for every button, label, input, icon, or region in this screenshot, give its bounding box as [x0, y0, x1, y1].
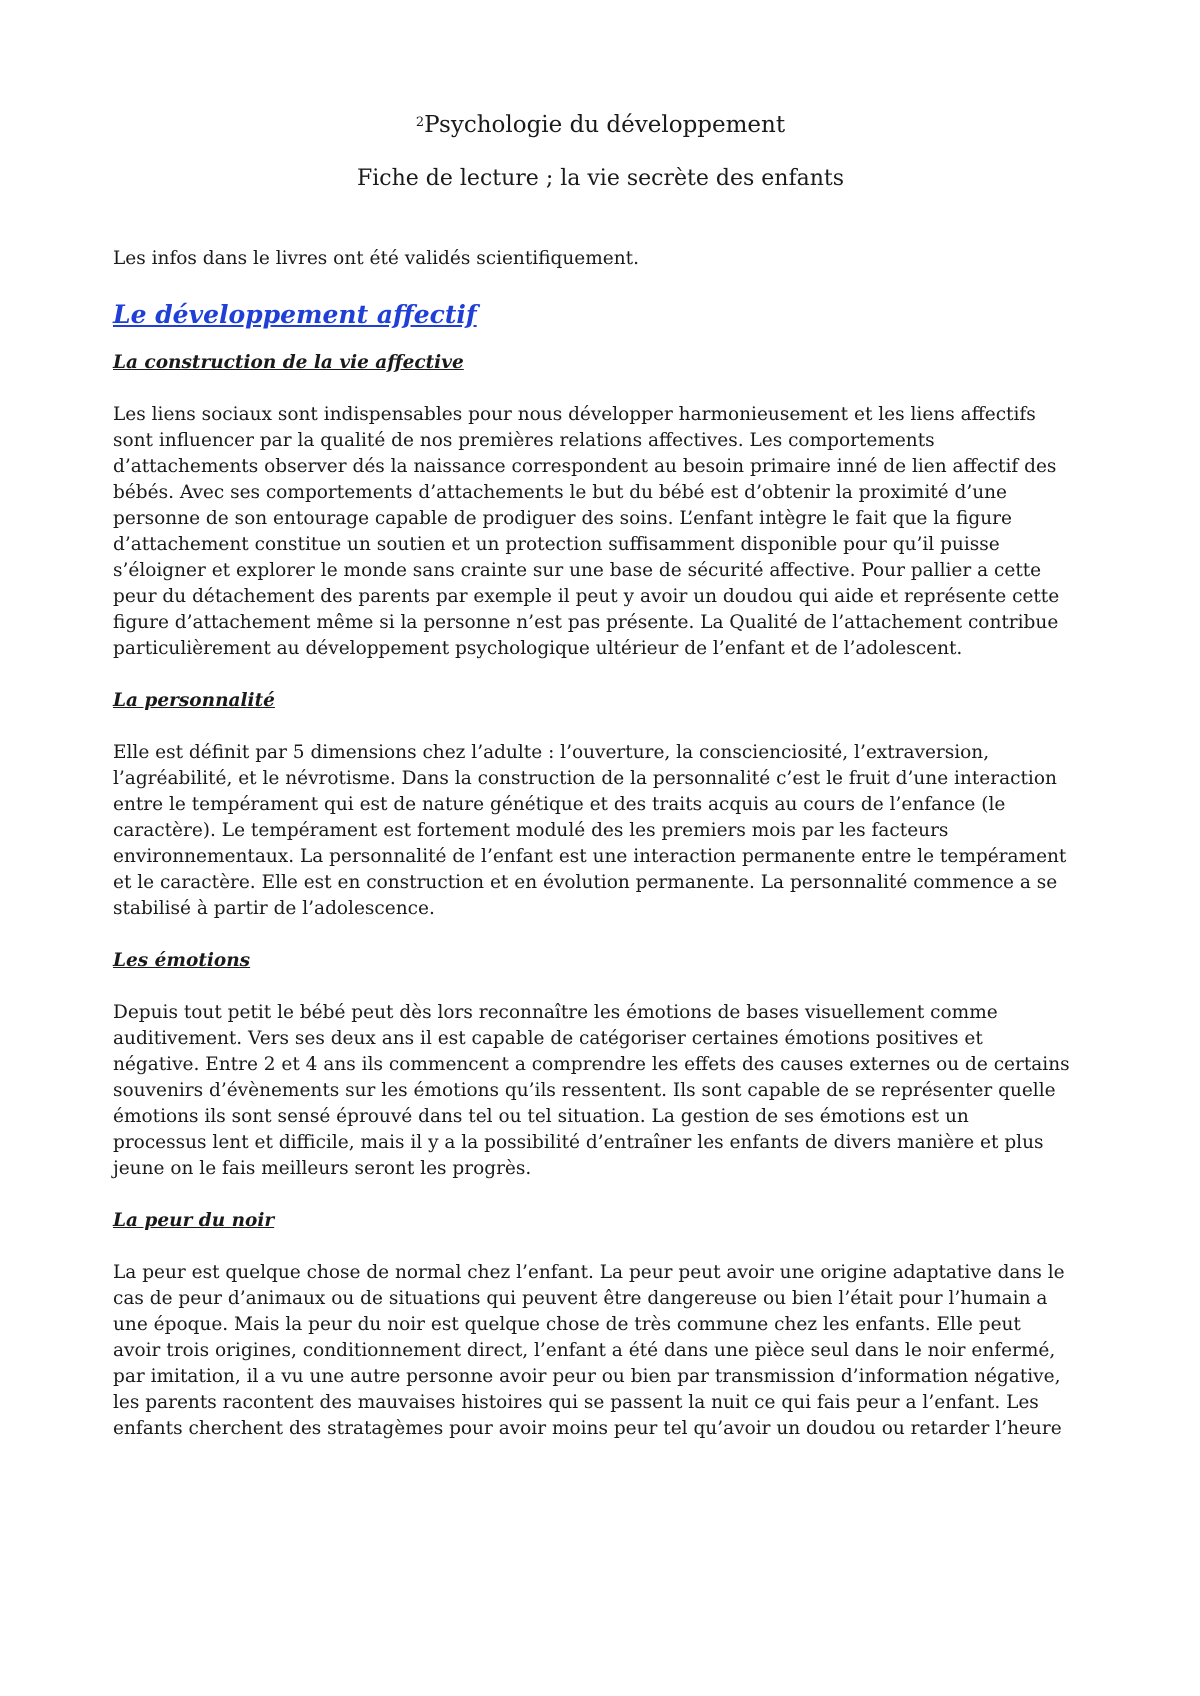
paragraph-line: figure d’attachement même si la personne n’est pas présente. La Qualité de l’attachement contribue — [113, 612, 1059, 633]
section-heading: Les émotions — [113, 950, 251, 971]
paragraph-line: s’éloigner et explorer le monde sans crainte sur une base de sécurité affective. Pour pallier a cette — [113, 560, 1042, 581]
main-heading: Le développement affectif — [113, 300, 477, 329]
document-title — [113, 110, 1088, 140]
paragraph-line: La peur est quelque chose de normal chez l’enfant. La peur peut avoir une origine adaptative dans le — [113, 1262, 1065, 1283]
paragraph-line: une époque. Mais la peur du noir est quelque chose de très commune chez les enfants. Elle peut — [113, 1314, 1021, 1335]
paragraph-line: particulièrement au développement psychologique ultérieur de l’enfant et de l’adolescent. — [113, 638, 963, 659]
paragraph-line: d’attachement constitue un soutien et un protection suffisamment disponible pour qu’il puisse — [113, 534, 1000, 555]
paragraph-line: environnementaux. La personnalité de l’enfant est une interaction permanente entre le tempérament — [113, 846, 1067, 867]
paragraph-line: bébés. Avec ses comportements d’attachements le but du bébé est d’obtenir la proximité d’une — [113, 482, 1007, 503]
section-paragraph — [113, 1000, 1088, 1182]
section-heading: La personnalité — [113, 690, 275, 711]
paragraph-line: personne de son entourage capable de prodiguer des soins. L’enfant intègre le fait que la figure — [113, 508, 1012, 529]
paragraph-line: d’attachements observer dés la naissance correspondent au besoin primaire inné de lien affectif des — [113, 456, 1057, 477]
paragraph-line: et le caractère. Elle est en construction et en évolution permanente. La personnalité commence a se — [113, 872, 1058, 893]
section-heading: La peur du noir — [113, 1210, 275, 1231]
paragraph-line: auditivement. Vers ses deux ans il est capable de catégoriser certaines émotions positives et — [113, 1028, 983, 1049]
paragraph-line: jeune on le fais meilleurs seront les progrès. — [113, 1158, 532, 1179]
paragraph-line: par imitation, il a vu une autre personne avoir peur ou bien par transmission d’information négative, — [113, 1366, 1061, 1387]
section-heading: La construction de la vie affective — [113, 352, 464, 373]
paragraph-line: caractère). Le tempérament est fortement modulé des les premiers mois par les facteurs — [113, 820, 949, 841]
intro-paragraph: Les infos dans le livres ont été validés scientifiquement. — [113, 248, 639, 269]
title-text: Psychologie du développement — [424, 112, 786, 138]
paragraph-line: les parents racontent des mauvaises histoires qui se passent la nuit ce qui fais peur a l’enfant. Les — [113, 1392, 1039, 1413]
paragraph-line: peur du détachement des parents par exemple il peut y avoir un doudou qui aide et représente cette — [113, 586, 1060, 607]
paragraph-line: Les liens sociaux sont indispensables pour nous développer harmonieusement et les liens affectifs — [113, 404, 1036, 425]
section-paragraph — [113, 402, 1088, 662]
title-superscript: 2 — [415, 115, 425, 130]
paragraph-line: enfants cherchent des stratagèmes pour avoir moins peur tel qu’avoir un doudou ou retarder l’heure — [113, 1418, 1062, 1439]
paragraph-line: stabilisé à partir de l’adolescence. — [113, 898, 435, 919]
paragraph-line: Elle est définit par 5 dimensions chez l’adulte : l’ouverture, la conscienciosité, l’extraversion, — [113, 742, 990, 763]
paragraph-line: processus lent et difficile, mais il y a la possibilité d’entraîner les enfants de divers manière et plus — [113, 1132, 1044, 1153]
paragraph-line: l’agréabilité, et le névrotisme. Dans la construction de la personnalité c’est le fruit d’une interaction — [113, 768, 1057, 789]
paragraph-line: avoir trois origines, conditionnement direct, l’enfant a été dans une pièce seul dans le noir enfermé, — [113, 1340, 1056, 1361]
paragraph-line: souvenirs d’évènements sur les émotions qu’ils ressentent. Ils sont capable de se représenter quelle — [113, 1080, 1056, 1101]
paragraph-line: émotions ils sont sensé éprouvé dans tel ou tel situation. La gestion de ses émotions est un — [113, 1106, 969, 1127]
paragraph-line: Depuis tout petit le bébé peut dès lors reconnaître les émotions de bases visuellement comme — [113, 1002, 998, 1023]
document-subtitle: Fiche de lecture ; la vie secrète des enfants — [357, 166, 844, 191]
paragraph-line: entre le tempérament qui est de nature génétique et des traits acquis au cours de l’enfance (le — [113, 794, 1006, 815]
paragraph-line: sont influencer par la qualité de nos premières relations affectives. Les comportements — [113, 430, 935, 451]
paragraph-line: négative. Entre 2 et 4 ans ils commencent a comprendre les effets des causes externes ou de certains — [113, 1054, 1070, 1075]
section-paragraph — [113, 1260, 1088, 1442]
section-paragraph — [113, 740, 1088, 922]
document-page — [113, 110, 1088, 1442]
sections-container — [113, 350, 1088, 1442]
paragraph-line: cas de peur d’animaux ou de situations qui peuvent être dangereuse ou bien l’était pour l’humain a — [113, 1288, 1048, 1309]
